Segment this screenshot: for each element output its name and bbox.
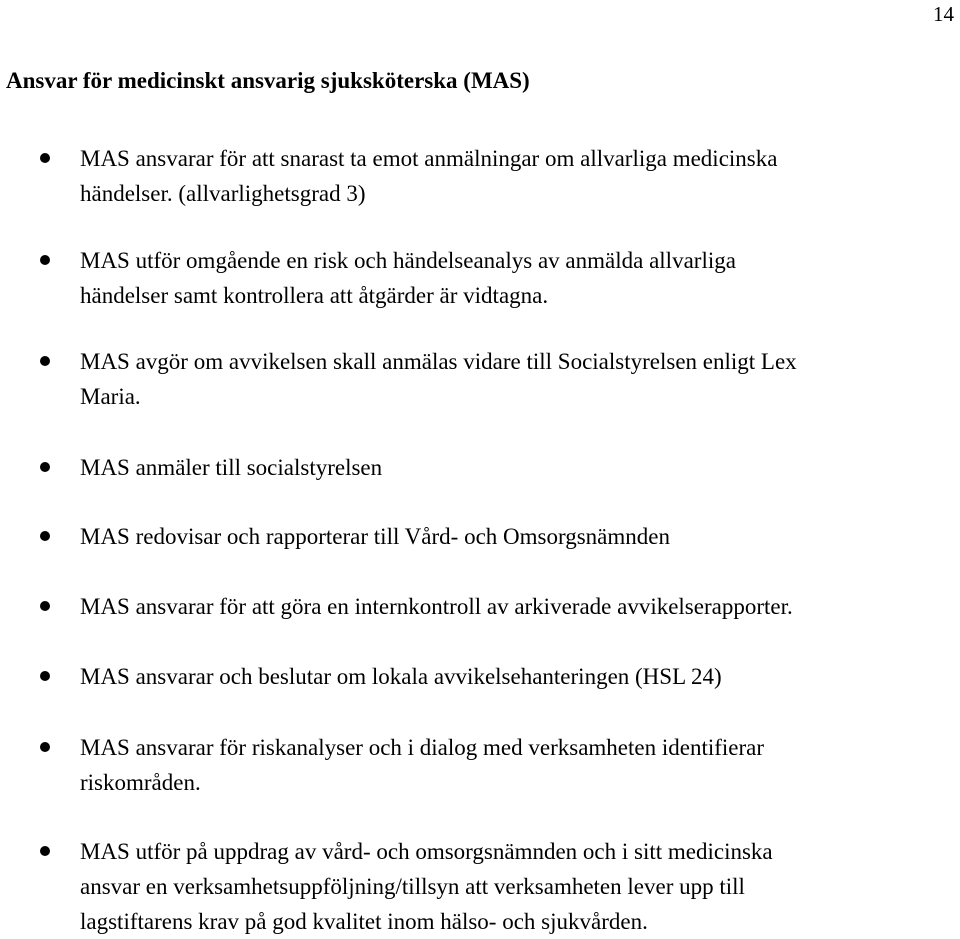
bullet-icon: [40, 531, 50, 541]
bullet-icon: [40, 153, 50, 163]
bullet-icon: [40, 742, 50, 752]
list-item-text: MAS utför på uppdrag av vård- och omsorgsnämnden och i sitt medicinska ansvar en verksamhetsuppföljning/tillsyn att verksamheten lever upp till lagstiftarens krav på god kvalitet inom hälso- och sjukvården.: [80, 839, 773, 934]
bullet-icon: [40, 255, 50, 265]
bullet-icon: [40, 601, 50, 611]
list-item-text: MAS ansvarar och beslutar om lokala avvikelsehanteringen (HSL 24): [80, 664, 722, 689]
list-item-text: MAS redovisar och rapporterar till Vård- och Omsorgsnämnden: [80, 524, 670, 549]
list-item-text: MAS avgör om avvikelsen skall anmälas vidare till Socialstyrelsen enligt Lex Maria.: [80, 349, 797, 409]
list-item-text: MAS ansvarar för riskanalyser och i dialog med verksamheten identifierar riskområden.: [80, 735, 765, 795]
bullet-icon: [40, 671, 50, 681]
list-item-text: MAS ansvarar för att göra en internkontroll av arkiverade avvikelserapporter.: [80, 594, 793, 619]
list-item-text: MAS anmäler till socialstyrelsen: [80, 455, 383, 480]
list-item-text: MAS ansvarar för att snarast ta emot anmälningar om allvarliga medicinska händelser. (allvarlighetsgrad 3): [80, 146, 778, 206]
page-number: 14: [933, 2, 954, 26]
bullet-icon: [40, 846, 50, 856]
bullet-icon: [40, 356, 50, 366]
list-item-text: MAS utför omgående en risk och händelseanalys av anmälda allvarliga händelser samt kontrollera att åtgärder är vidtagna.: [80, 248, 736, 308]
bullet-icon: [40, 462, 50, 472]
section-heading: Ansvar för medicinskt ansvarig sjuksköterska (MAS): [6, 68, 530, 93]
